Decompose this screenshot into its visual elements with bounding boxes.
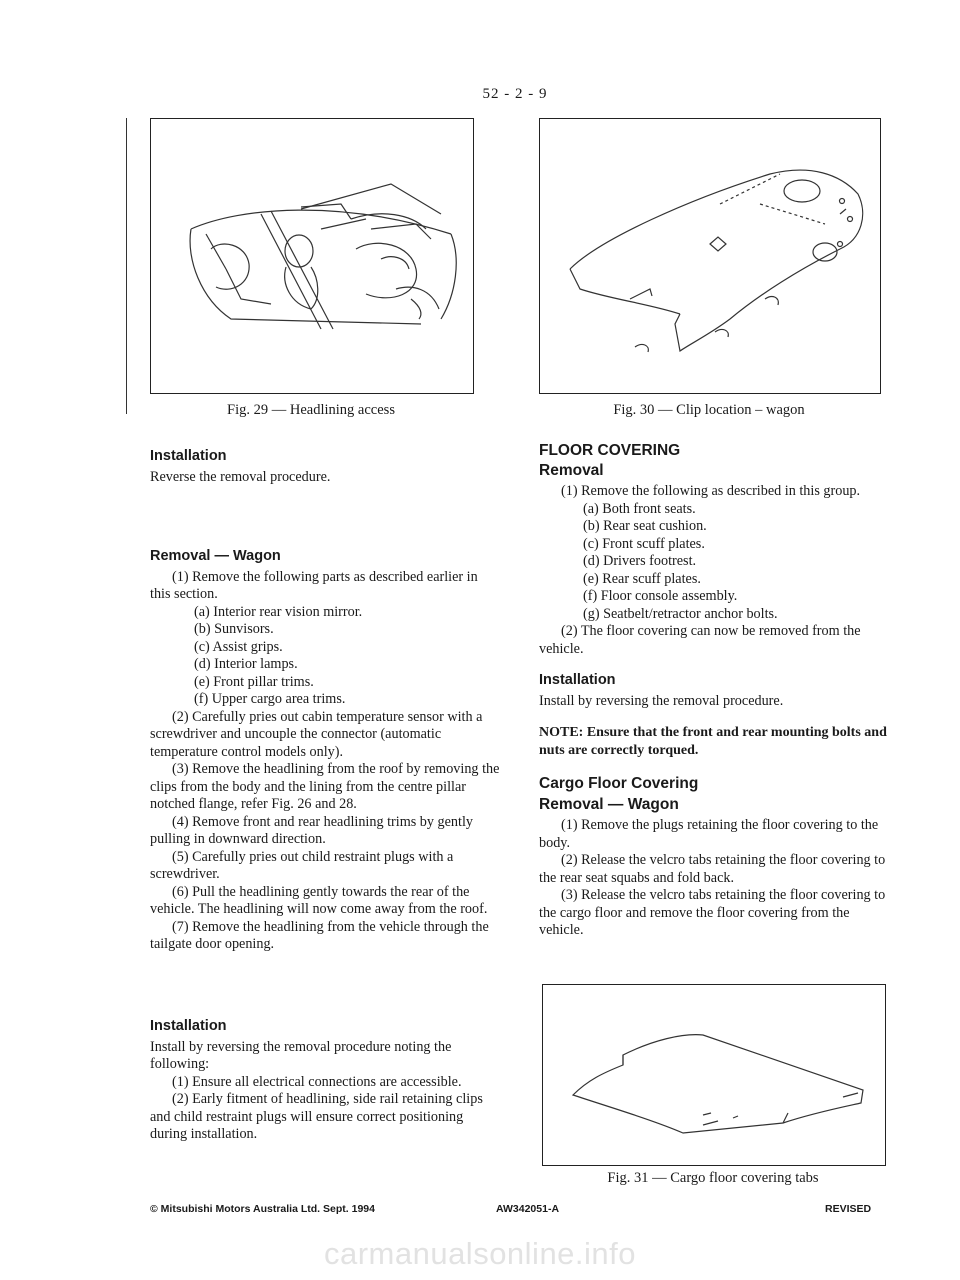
figure-31 (542, 984, 886, 1166)
cargo-removal-heading: Removal — Wagon (539, 795, 679, 813)
floor-installation-text: Install by reversing the removal procedure. (539, 692, 784, 709)
removal-step: (3) Remove the headlining from the roof by removing the clips from the body and the lining from the centre pillar notched flange, refer Fig. 26 and 28. (150, 761, 500, 812)
floor-step-2: (2) The floor covering can now be removed from the vehicle. (539, 623, 861, 657)
floor-installation-heading: Installation (539, 672, 616, 688)
floor-item: (e) Rear scuff plates. (583, 570, 701, 587)
removal-step: (2) Carefully pries out cabin temperature sensor with a screwdriver and uncouple the connector (automatic temperature control models only). (150, 708, 483, 760)
removal-item: (d) Interior lamps. (194, 656, 298, 672)
floor-removal-heading: Removal (539, 461, 604, 479)
figure-30 (539, 118, 881, 394)
clip-location-wagon-illustration (540, 119, 880, 393)
floor-covering-title: FLOOR COVERING (539, 442, 681, 459)
installation-intro-2: Install by reversing the removal procedure noting the following: (150, 1038, 452, 1072)
installation-heading-2: Installation (150, 1018, 227, 1034)
cargo-step: (2) Release the velcro tabs retaining the floor covering to the rear seat squabs and fold back. (539, 852, 886, 886)
floor-item: (b) Rear seat cushion. (583, 518, 707, 534)
figure-31-caption: Fig. 31 — Cargo floor covering tabs (607, 1170, 819, 1186)
cargo-floor-tabs-illustration (543, 985, 885, 1165)
removal-item: (f) Upper cargo area trims. (194, 691, 346, 707)
installation-text-1: Reverse the removal procedure. (150, 468, 331, 485)
cargo-step: (3) Release the velcro tabs retaining the floor covering to the cargo floor and remove the floor covering from the vehicle. (539, 887, 886, 938)
floor-item: (a) Both front seats. (583, 500, 696, 517)
installation-step: (1) Ensure all electrical connections are accessible. (172, 1073, 462, 1090)
floor-step-1: (1) Remove the following as described in this group. (561, 483, 861, 499)
removal-step: (4) Remove front and rear headlining trims by gently pulling in downward direction. (150, 813, 474, 847)
left-column-installation (150, 1018, 500, 1144)
figure-29-caption: Fig. 29 — Headlining access (227, 402, 395, 418)
note (539, 724, 887, 759)
installation-step: (2) Early fitment of headlining, side rail retaining clips and child restraint plugs will ensure correct positioning during installation. (150, 1091, 483, 1142)
installation-heading-1: Installation (150, 448, 227, 464)
floor-item: (d) Drivers footrest. (583, 553, 697, 569)
removal-step-1: (1) Remove the following parts as described earlier in this section. (150, 568, 478, 602)
note-text: Ensure that the front and rear mounting bolts and nuts are correctly torqued. (539, 725, 887, 758)
watermark: carmanualsonline.info (323, 1236, 637, 1271)
cargo-floor-title: Cargo Floor Covering (539, 775, 699, 792)
removal-step: (5) Carefully pries out child restraint plugs with a screwdriver. (150, 848, 454, 882)
cargo-step: (1) Remove the plugs retaining the floor covering to the body. (539, 817, 879, 851)
footer-copyright: © Mitsubishi Motors Australia Ltd. Sept. 1994 (150, 1203, 375, 1215)
removal-step: (7) Remove the headlining from the vehicle through the tailgate door opening. (150, 918, 489, 952)
margin-rule (126, 118, 127, 414)
floor-item: (g) Seatbelt/retractor anchor bolts. (583, 605, 778, 622)
floor-item: (f) Floor console assembly. (583, 588, 738, 604)
headlining-access-illustration (151, 119, 473, 393)
footer-doc-code: AW342051-A (496, 1203, 560, 1215)
removal-item: (b) Sunvisors. (194, 621, 274, 637)
figure-29 (150, 118, 474, 394)
note-label: NOTE: (539, 725, 584, 740)
removal-item: (a) Interior rear vision mirror. (194, 603, 363, 620)
removal-item: (e) Front pillar trims. (194, 673, 314, 690)
footer-status: REVISED (825, 1203, 872, 1215)
removal-step: (6) Pull the headlining gently towards the rear of the vehicle. The headlining will now come away from the roof. (150, 883, 488, 917)
removal-item: (c) Assist grips. (194, 638, 283, 655)
right-column (539, 442, 887, 940)
page-number: 52 - 2 - 9 (482, 86, 548, 102)
removal-wagon-heading: Removal — Wagon (150, 548, 281, 564)
left-column (150, 448, 500, 954)
floor-item: (c) Front scuff plates. (583, 535, 705, 552)
figure-30-caption: Fig. 30 — Clip location – wagon (613, 402, 805, 418)
